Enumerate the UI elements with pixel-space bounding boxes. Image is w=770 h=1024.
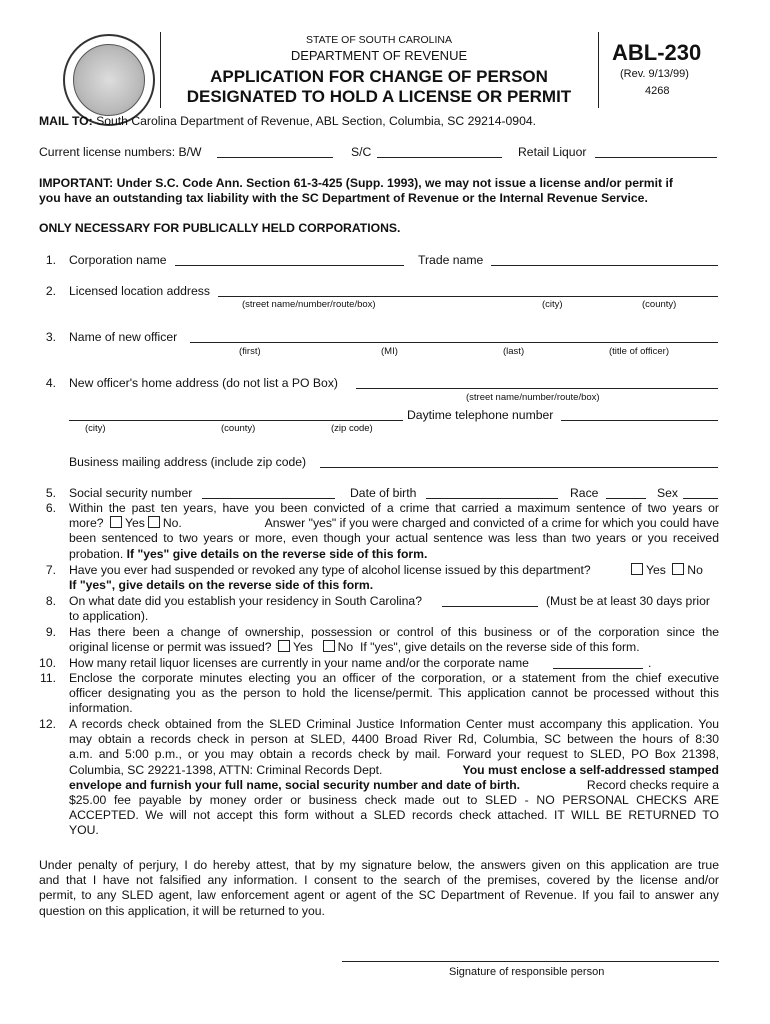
mail-to	[39, 114, 536, 129]
license-sc-field[interactable]	[377, 157, 502, 158]
q11-text	[69, 671, 719, 717]
home-city-county-zip-field[interactable]	[69, 420, 403, 421]
mail-to-address: South Carolina Department of Revenue, ABL Section, Columbia, SC 29214-0904.	[96, 114, 537, 128]
q8-number: 8.	[45, 594, 56, 608]
q8-line2: to application).	[69, 609, 149, 623]
license-bw-label: Current license numbers: B/W	[39, 145, 202, 159]
new-officer-field[interactable]	[190, 342, 718, 343]
sex-label: Sex	[657, 486, 679, 500]
q6-line2	[69, 516, 719, 531]
officer-first-hint: (first)	[239, 346, 261, 357]
q7-yes-label: Yes	[646, 563, 666, 577]
q6-yes-label: Yes	[124, 516, 145, 531]
q3-number: 3.	[45, 330, 56, 344]
form-title-line1: APPLICATION FOR CHANGE OF PERSON	[210, 67, 548, 86]
q9-no-checkbox[interactable]	[323, 640, 335, 652]
q7-number: 7.	[45, 563, 56, 577]
q6-line3: been sentenced to two years or more, even though your actual sentence was less than two years or you received	[69, 531, 719, 546]
officer-title-hint: (title of officer)	[609, 346, 670, 357]
important-line1: IMPORTANT: Under S.C. Code Ann. Section 61-3-425 (Supp. 1993), we may not issue a license and/or permit if	[39, 176, 673, 190]
q12-line3: a.m. and 5:00 p.m., or you may obtain a records check by mail. Forward your request to SLED, PO Box 21398,	[69, 747, 719, 762]
home-address-label: New officer's home address (do not list a PO Box)	[69, 376, 338, 390]
q10-number: 10.	[39, 656, 56, 670]
q1-number: 1.	[45, 253, 56, 267]
q11-number: 11.	[39, 671, 56, 685]
q9-yes-checkbox[interactable]	[278, 640, 290, 652]
licensed-location-field[interactable]	[218, 296, 718, 297]
attest-line2: and that I have not falsified any information. I consent to the search of the premises, covered by the license and/or	[39, 873, 719, 888]
corporation-name-field[interactable]	[175, 265, 404, 266]
business-mailing-field[interactable]	[320, 467, 718, 468]
daytime-phone-field[interactable]	[561, 420, 718, 421]
license-sc-label: S/C	[351, 145, 372, 159]
q12-line5: envelope and furnish your full name, social security number and date of birth. Record checks require a	[69, 777, 719, 792]
signature-field[interactable]	[342, 961, 719, 962]
q12-number: 12.	[39, 717, 56, 731]
q9-line2: original license or permit was issued? Yes No If "yes", give details on the reverse side of this form.	[69, 640, 640, 655]
only-necessary-note: ONLY NECESSARY FOR PUBLICALLY HELD CORPORATIONS.	[39, 221, 401, 235]
location-county-hint: (county)	[642, 299, 677, 310]
license-bw-field[interactable]	[217, 157, 333, 158]
q10-line1: How many retail liquor licenses are currently in your name and/or the corporate name	[69, 656, 529, 670]
q12-text	[69, 717, 719, 839]
form-code: 4268	[645, 85, 670, 97]
ssn-label: Social security number	[69, 486, 193, 500]
attest-line3: permit, to any SLED agent, law enforcement agent or agent of the SC Department of Revenue. If you fail to answer any	[39, 888, 719, 903]
form-revision: (Rev. 9/13/99)	[620, 68, 689, 80]
home-zip-hint: (zip code)	[331, 423, 373, 434]
q7-line1: Have you ever had suspended or revoked any type of alcohol license issued by this department?	[69, 563, 591, 577]
dob-label: Date of birth	[350, 486, 417, 500]
q7-yes-checkbox[interactable]	[631, 563, 643, 575]
new-officer-label: Name of new officer	[69, 330, 178, 344]
q12-line4: Columbia, SC 29221-1398, ATTN: Criminal Records Dept. You must enclose a self-addressed stamped	[69, 762, 719, 777]
q12-line8: YOU.	[69, 823, 99, 838]
q9-number: 9.	[45, 625, 56, 639]
race-field[interactable]	[606, 498, 646, 499]
attestation	[39, 858, 719, 919]
q7-no-checkbox[interactable]	[672, 563, 684, 575]
q9-no-label: No	[337, 640, 354, 655]
q12-line2: may obtain a records check in person at SLED, 4400 Broad River Rd, Columbia, SC between the hours of 8:30	[69, 732, 719, 747]
q9-text	[69, 625, 719, 655]
q6-text	[69, 501, 719, 562]
q6-more: more? Yes No.	[69, 516, 182, 531]
q11-line3: information.	[69, 701, 133, 716]
ssn-field[interactable]	[202, 498, 335, 499]
q2-number: 2.	[45, 284, 56, 298]
q5-number: 5.	[45, 486, 56, 500]
q4-number: 4.	[45, 376, 56, 390]
attest-line4: question on this application, it will be returned to you.	[39, 903, 325, 918]
q7-options	[628, 563, 703, 578]
q6-no-checkbox[interactable]	[148, 516, 160, 528]
licensed-location-label: Licensed location address	[69, 284, 210, 298]
race-label: Race	[570, 486, 599, 500]
location-street-hint: (street name/number/route/box)	[242, 299, 376, 310]
residency-date-field[interactable]	[442, 606, 538, 607]
q6-number: 6.	[45, 501, 56, 515]
sex-field[interactable]	[683, 498, 718, 499]
state-name: STATE OF SOUTH CAROLINA	[305, 34, 453, 46]
department-name: DEPARTMENT OF REVENUE	[290, 48, 468, 63]
q12-line6: $25.00 fee payable by money order or business check made out to SLED - NO PERSONAL CHECKS ARE	[69, 793, 719, 808]
retail-licenses-count-field[interactable]	[553, 668, 643, 669]
home-city-hint: (city)	[85, 423, 106, 434]
daytime-phone-label: Daytime telephone number	[407, 408, 554, 422]
important-line2: you have an outstanding tax liability with the SC Department of Revenue or the Internal Revenue Service.	[39, 191, 648, 205]
q7-line2: If "yes", give details on the reverse side of this form.	[69, 578, 374, 592]
license-retail-label: Retail Liquor	[518, 145, 587, 159]
corporation-name-label: Corporation name	[69, 253, 167, 267]
license-retail-field[interactable]	[595, 157, 717, 158]
form-number: ABL-230	[612, 40, 702, 65]
q11-line1: Enclose the corporate minutes electing you an officer of the corporation, or a statement from the chief executive	[69, 671, 719, 685]
state-seal	[63, 34, 155, 126]
q6-line1: Within the past ten years, have you been convicted of a crime that carried a maximum sentence of two years or	[69, 501, 719, 515]
dob-field[interactable]	[426, 498, 558, 499]
signature-label: Signature of responsible person	[449, 966, 605, 978]
q10-end: .	[648, 656, 652, 670]
header-right-divider	[598, 32, 599, 108]
trade-name-field[interactable]	[491, 265, 718, 266]
trade-name-label: Trade name	[418, 253, 484, 267]
q12-line1: A records check obtained from the SLED Criminal Justice Information Center must accompany this application. You	[69, 717, 719, 731]
home-street-hint: (street name/number/route/box)	[466, 392, 600, 403]
q6-answer-note: Answer "yes" if you were charged and convicted of a crime for which you could have	[264, 516, 719, 531]
q6-line4: probation. If "yes" give details on the reverse side of this form.	[69, 546, 428, 561]
mail-to-label: MAIL TO:	[39, 114, 93, 128]
q9-yes-label: Yes	[292, 640, 313, 655]
q6-no-label: No.	[162, 516, 182, 531]
q7-no-label: No	[687, 563, 703, 577]
home-county-hint: (county)	[221, 423, 256, 434]
form-title-line2: DESIGNATED TO HOLD A LICENSE OR PERMIT	[186, 87, 572, 106]
q9-line1: Has there been a change of ownership, possession or control of this business or of the corporation since the	[69, 625, 719, 639]
home-address-field[interactable]	[356, 388, 718, 389]
q11-line2: officer designating you as the person to hold the license/permit. This application cannot be processed without this	[69, 686, 719, 701]
business-mailing-label: Business mailing address (include zip code)	[69, 455, 307, 469]
q8-note: (Must be at least 30 days prior	[546, 594, 710, 608]
location-city-hint: (city)	[542, 299, 563, 310]
q12-line7: ACCEPTED. We will not accept this form without a SLED records check attached. IT WILL BE RETURNED TO	[69, 808, 719, 823]
q8-line1: On what date did you establish your residency in South Carolina?	[69, 594, 422, 608]
officer-mi-hint: (MI)	[381, 346, 398, 357]
q6-yes-checkbox[interactable]	[110, 516, 122, 528]
officer-last-hint: (last)	[503, 346, 525, 357]
attest-line1: Under penalty of perjury, I do hereby attest, that by my signature below, the answers given on this application are true	[39, 858, 719, 872]
